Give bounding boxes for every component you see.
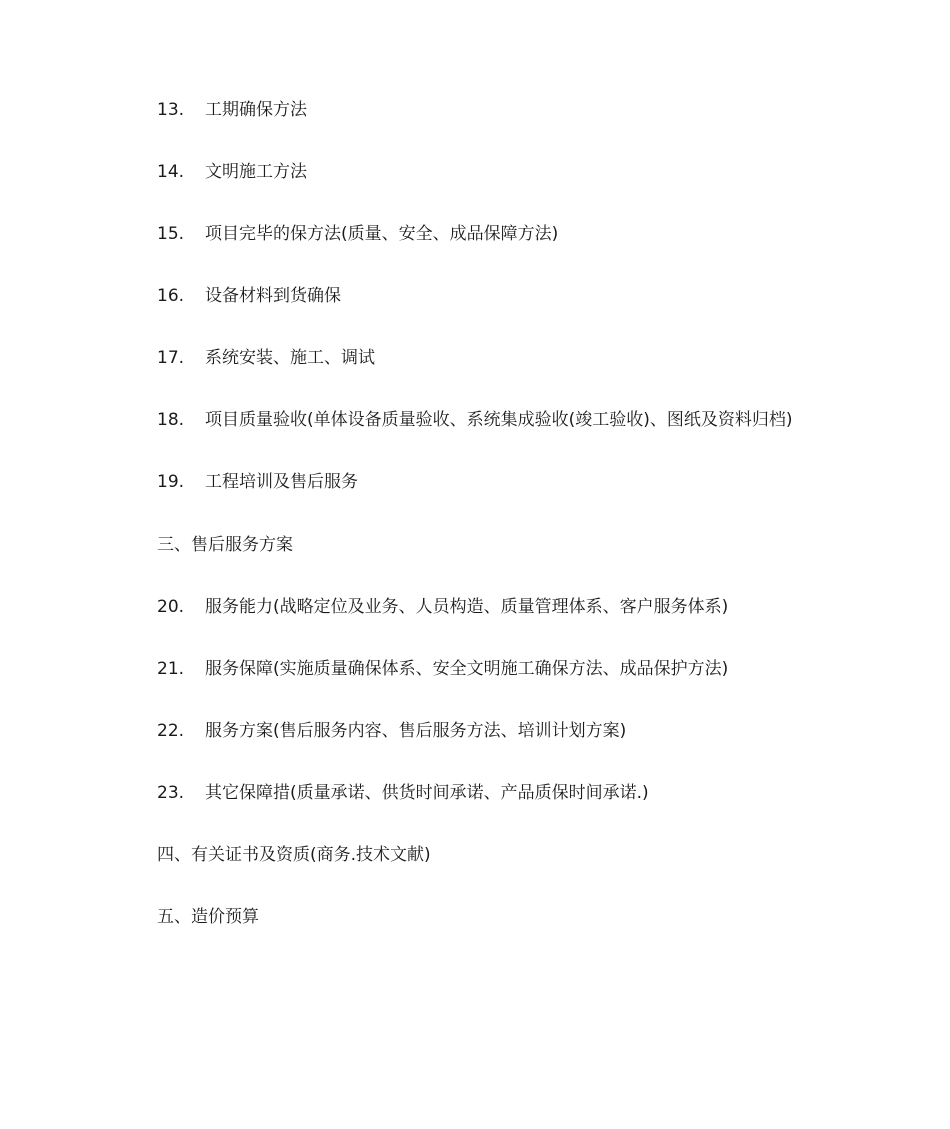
list-item-15 (157, 221, 558, 247)
item-text: 项目质量验收(单体设备质量验收、系统集成验收(竣工验收)、图纸及资料归档) (205, 410, 793, 430)
list-item-20 (157, 594, 728, 620)
item-number: 16. (157, 286, 185, 306)
section-heading-5 (157, 904, 259, 930)
item-number: 13. (157, 100, 185, 120)
list-item-23 (157, 780, 649, 806)
item-text: 项目完毕的保方法(质量、安全、成品保障方法) (205, 224, 559, 244)
item-text: 设备材料到货确保 (205, 286, 341, 306)
item-number: 18. (157, 410, 185, 430)
item-text: 工程培训及售后服务 (205, 472, 358, 492)
item-number: 17. (157, 348, 185, 368)
item-number: 22. (157, 721, 185, 741)
item-text: 系统安装、施工、调试 (205, 348, 375, 368)
section-title: 三、售后服务方案 (157, 535, 293, 555)
list-item-17 (157, 345, 375, 371)
item-text: 服务方案(售后服务内容、售后服务方法、培训计划方案) (205, 721, 627, 741)
item-number: 15. (157, 224, 185, 244)
list-item-19 (157, 469, 358, 495)
list-item-21 (157, 656, 728, 682)
item-number: 21. (157, 659, 185, 679)
item-text: 其它保障措(质量承诺、供货时间承诺、产品质保时间承诺.) (205, 783, 649, 803)
list-item-13 (157, 97, 307, 123)
item-number: 23. (157, 783, 185, 803)
list-item-22 (157, 718, 626, 744)
section-title: 五、造价预算 (157, 907, 259, 927)
item-number: 20. (157, 597, 185, 617)
section-title: 四、有关证书及资质(商务.技术文献) (157, 845, 431, 865)
section-heading-3 (157, 532, 293, 558)
item-text: 文明施工方法 (205, 162, 307, 182)
item-text: 工期确保方法 (205, 100, 307, 120)
list-item-18 (157, 407, 793, 433)
item-number: 19. (157, 472, 185, 492)
item-text: 服务保障(实施质量确保体系、安全文明施工确保方法、成品保护方法) (205, 659, 729, 679)
list-item-14 (157, 159, 307, 185)
section-heading-4 (157, 842, 431, 868)
list-item-16 (157, 283, 341, 309)
item-text: 服务能力(战略定位及业务、人员构造、质量管理体系、客户服务体系) (205, 597, 729, 617)
item-number: 14. (157, 162, 185, 182)
